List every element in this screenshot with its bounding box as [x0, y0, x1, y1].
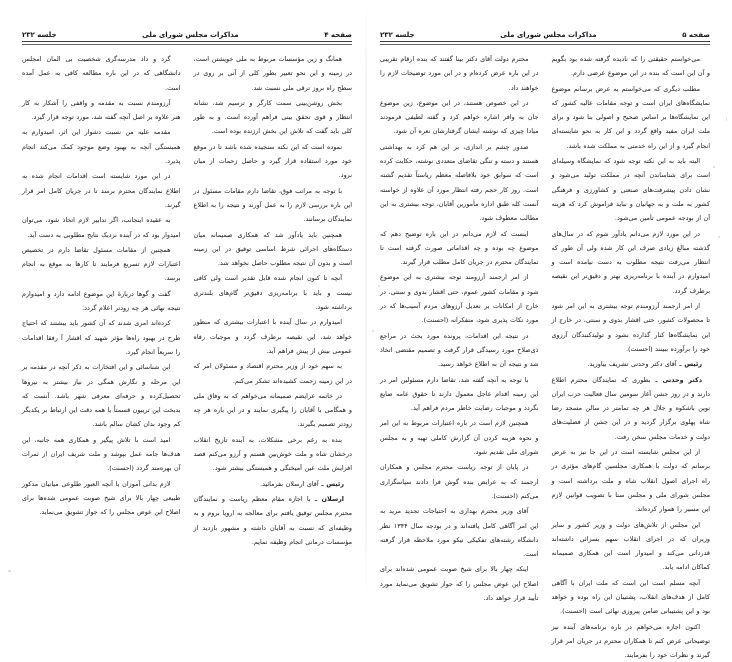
- body-paragraph: از امر ارجمند آرزومند توجه بیشتری به این موضوع شود و مقامات کشور عموم، حتی اقشار بدوی و سنتی، در خارج از امکانات بر تعدیل آرزوهای مردم آسیب‌ها که در مورد نکات پذیری شود، متفکرانه (احسنت).: [380, 273, 539, 325]
- body-paragraph: در این خصوص هستند، در این موضوع، زین موضوع جان به وافر اشاره خواهم کرد و گفته لطیفی فرمودند مبادا چیزی که نوشته ایشان گرفتارشان نعره آن شود.: [380, 98, 539, 136]
- body-paragraph: امید است با تلاش پیگیر و همکاری همه جانبه، این هدف‌ها جامه عمل بپوشد و ملت شریف ایران از ثمرات آن بهره‌مند گردد (احسنت).: [22, 435, 181, 473]
- scan-speck: [713, 166, 715, 168]
- speech-paragraph: رئیس ـ آقای ارسلان بفرمائید.: [260, 479, 344, 488]
- body-paragraph: گرد و داد مدرسه‌گری شخصیت بی المان امجلس دانشگاهی که در این باره مطالعه کافی به عمل آمده است.: [22, 55, 181, 92]
- body-paragraph: لازم بدانی آموزان با آنچه العبور طلوعی میانیان مدکور طبیعی چهار بالا برای شیخ صوبت عمومی شده‌ها برای اصلاح این عوض مجلس را که جواز تشویق می‌نماید.: [22, 479, 181, 517]
- column-left: [22, 52, 181, 592]
- body-paragraph: از امر ارجمند آرزومندم توجه بیشتری به این امر شود تا محصولات کشور، حتی اقشار بدوی و سنتی، در خارج از این نمایشگاه‌ها کنار گذارده نشود و تولیدکنندگان آرزوی خود را برآورده ببینند (احسنت).: [551, 302, 710, 353]
- body-paragraph: صدور چشم بر اندازی، بر این هم کرد به بهداشتی هستند و دسته و تنگی تقاضای متعددی نوشته، حکایت کرده است که سوابق خود بلافاصله معظم ریاستاً تقدیم گشته است. روز کار حجم رفته انتظار مورد آن علاوه از خواسته آنست کله طبق اداره مأمورین آقایان، توجه بیشتری به این مطالب معطوف شود.: [380, 142, 539, 223]
- body-paragraph: بخش روشن‌بینی سمت کارگر و ترسیم شد، نشانه انتظار و قوی تحقق بینی فراهم آورده است. و به طور کلی باید گفت که تلاش این بخش ارزنده بوده است.: [193, 98, 352, 136]
- body-paragraph: اکنون اجازه می‌خواهم در باره برنامه‌های آینده نیز توضیحاتی عرض کنم تا همکاران محترم در جریان امر قرار گیرند و نظرات خود را بفرمایند.: [551, 622, 710, 660]
- body-paragraph: آقای وزیر محترم بهداری به احتیاجات تجدید مرید به این امر آگاهی کامل یافته‌اند و در بودجه سال ۱۳۴۴ نظر دانشگاه رشته‌های تفکیکی نیکو مورد ملاحظه قرار گرفته است.: [380, 507, 539, 559]
- document-page-5: [366, 0, 732, 660]
- header-rule: [380, 41, 710, 45]
- body-paragraph: در خاتمه عرایضم صمیمانه می‌خواهم که به وفاق ملی و همگامی با آقایان را پیگیری نمایند و در این باره هر چه زودتر تصمیم بگیرند.: [193, 391, 352, 429]
- speaker-name: رئیس ـ: [676, 360, 702, 369]
- session-number-label: جلسه ۲۳۲: [380, 31, 415, 39]
- body-paragraph: آرزومندم نسبت به مقدمه و واقفی را آشکار به کار هنر علاوه بر اصل آنچه گفته شد، مورد توجه قرار گیرد.: [22, 98, 181, 122]
- body-paragraph: امیدوارم در سال آینده با اعتبارات بیشتری که منظور خواهد شد، این نقیصه برطرف گردد و موجبات رفاه عمومی بیش از پیش فراهم آید.: [193, 318, 352, 355]
- body-paragraph: در این مورد لازم می‌دانم یادآور شوم که در سال‌های گذشته مبالغ زیادی صرف این کار شده ولی آن طور که انتظار می‌رفت نتیجه مطلوب به دست نیامده است و امیدوارم در آینده با برنامه‌ریزی بهتر و دقیق‌تر این نقیصه برطرف گردد.: [551, 229, 710, 295]
- body-paragraph: مطلب دیگری که می‌خواستم به عرض برسانم موضوع نمایشگاه‌های ایران است و توجه مقامات عالیه کشور که این نمایشگاه‌ها بر اساس صحیح و اصولی بنا شود و برای ملت ایران مفید واقع گردد و این کار به نحو شایسته‌ای انجام گیرد و از این راه خدمتی به مملکت شده باشد.: [551, 84, 710, 150]
- body-paragraph: بنده به رغم برخی مشکلات، به آینده تاریخ انقلاب درخشان شاه و ملت خوش‌بین هستم و آرزو می‌کنم قصد افزایش ملت عین آمیختگی و همبستگی بیشتر شود.: [193, 435, 352, 473]
- session-number-label: جلسه ۲۳۲: [22, 31, 57, 39]
- body-paragraph: با توجه به آنچه گفته شد، تقاضا دارم مسئولین امر در این زمینه اقدام عاجل معمول دارند تا حقوق عامه ضایع نگردد و موجبات رضایت خاطر مردم فراهم آید.: [380, 375, 539, 413]
- page-number-label: صفحه ۴: [324, 31, 352, 39]
- document-page-4: [0, 0, 366, 601]
- body-paragraph: به سهم خود از وزیر محترم اقتصاد و مسئولان امر که در این زمینه زحمت کشیده‌اند تشکر می‌کنم.: [193, 362, 352, 385]
- body-paragraph: البته باید به این نکته توجه شود که نمایشگاه وسیله‌ای است برای شناساندن آنچه در مملکت تولید می‌شود و نشان دادن پیشرفت‌های صنعتی و کشاورزی و فرهنگی کشور به ملت و به جهانیان و نباید فراموش کرد که هزینه آن از بودجه عمومی تأمین می‌شود.: [551, 157, 710, 223]
- body-paragraph: همچنین از مقامات مسئول تقاضا دارم در تخصیص اعتبارات لازم تسریع فرمایند تا کارها به موقع به انجام برسد.: [22, 245, 181, 283]
- body-paragraph: در نتیجه این اقدامات، پرونده مورد بحث در مراجع ذی‌صلاح مورد رسیدگی قرار گرفت و تصمیم مقتضی اتخاذ شد و نتیجه آن به اطلاع خواهد رسید.: [380, 331, 539, 369]
- speaker-name: دکتر وحدتی ـ: [650, 375, 702, 384]
- scan-speck: [378, 285, 380, 287]
- body-paragraph: این مجلس از تلاش‌های دولت و وزیر کشور و سایر وزیران که در اجرای انقلاب سهم بسزائی داشته‌اند قدردانی می‌کند و امیدوار است این همکاری صمیمانه کماکان ادامه یابد.: [551, 520, 710, 572]
- body-paragraph: همانگ و زین مؤسسات مربوط به ملی خویشتن است، در زمینه و این نحو تعبیر بطور کلی از آنی بر روی در سطح راه بروز ترقی ملی نسبت شد.: [193, 55, 352, 92]
- document-title: مذاکرات مجلس شورای ملی: [142, 31, 239, 39]
- scan-speck: [726, 118, 727, 121]
- body-paragraph: می‌خواستم حقیقتی را که نادیده گرفته شده بود بگویم و آن این است که بنده در این موضوع عرضی دارم.: [551, 55, 710, 78]
- body-paragraph: گفت و گوها دربارهٔ این موضوع ادامه دارد و امیدوارم نتیجه نهائی هر چه زودتر اعلام گردد.: [22, 289, 181, 313]
- scan-speck: [8, 570, 11, 572]
- column-right: [194, 52, 353, 592]
- speech-paragraph: ارسلان ـ با اجازه مقام معظم ریاست و نمایندگان محترم مجلس توفیق یافتم برای معالجه به اروپا بروم و به وظیفه‌ای که نسبت به آقایان داشته و مشهور بازدید از مؤسسات درمانی انجام وظیفه نمایم.: [193, 494, 352, 546]
- body-paragraph: مقدمه علیه من نسبت دشوار این اثر، امیدوارم به همبستگی آنچه به بهبود وضع موجود کمک می‌کند انجام پذیرد.: [22, 128, 181, 166]
- speaker-name: ارسلان ـ: [310, 494, 344, 503]
- body-paragraph: نموده است که این نکته سنجیده شده باشد تا در موقع خود مورد استفاده قرار گیرد و حاصل زحمات از میان نرود.: [193, 142, 352, 180]
- header-rule: [22, 41, 352, 45]
- page-columns: [22, 52, 352, 592]
- scan-speck: [700, 60, 702, 61]
- body-paragraph: آنچه تا کنون انجام شده قابل تقدیر است ولی کافی نیست و باید با برنامه‌ریزی دقیق‌تر گام‌های بلندتری برداشته شود.: [193, 274, 352, 312]
- page-header: [380, 24, 710, 39]
- page-columns: [380, 52, 710, 660]
- speech-paragraph: دکتر وحدتی ـ بطوری که نمایندگان محترم اطلاع دارند و در روز جشن آغاز سومین سال فعالیت حزب ایران نوین باشکوه و جلال هر چه تمامتر در سالن مسجد رضا شاه پهلوی برگزار گردید و در این جشن از فضلیت‌های دولت و خدمات مجلس سخن رفت.: [551, 375, 710, 441]
- body-paragraph: آنچه مسلم است این است که ملت ایران با آگاهی کامل از هدف‌های انقلاب، پشتیبان این راه بوده و خواهد بود و این پشتیبانی ضامن پیروزی نهائی است (احسنت).: [551, 578, 710, 616]
- page-number-label: صفحه ۵: [682, 31, 710, 39]
- column-right: [551, 52, 711, 660]
- body-paragraph: با توجه به مراتب فوق، تقاضا دارم مقامات مسئول در این باره بررسی لازم را به عمل آورند و نتیجه را به اطلاع نمایندگان برسانند.: [193, 186, 352, 224]
- speech-paragraph: رئیس ـ آقای دکتر وحدتی تشریف بیاورید.: [587, 360, 702, 369]
- body-paragraph: در پایان از توجه ریاست محترم مجلس و همکاران ارجمند که به عرایض بنده گوش فرا دادند سپاسگزاری می‌کنم (احسنت).: [380, 463, 539, 500]
- body-paragraph: اینست که لازم می‌دانم در این باره توضیح دهم که موضوع چه بوده و چه اقداماتی صورت گرفته است تا نمایندگان محترم در جریان کامل مطلب قرار گیرند.: [380, 229, 539, 267]
- body-paragraph: همچنین لازم است در باره اعتبارات مربوط به این امر و نحوه هزینه کردن آن گزارش کاملی تهیه و به مجلس شورای ملی تقدیم شود.: [380, 419, 539, 457]
- scan-speck: [372, 330, 374, 332]
- body-paragraph: محترم دولت آقای دکتر بینا گفتند که بنده ارقام تقریبی در این باره عرض کرده‌ام و در این مورد توضیحات لازم را خواهند داد.: [380, 55, 539, 92]
- page-gutter: [365, 0, 367, 601]
- body-paragraph: اینکه چهار بالا برای شیخ صوبت عمومی شده‌اند برای اصلاح این عوض مجلس را که جواز تشویق می‌نماید مورد تأیید قرار خواهد داد.: [380, 565, 539, 602]
- body-paragraph: همچنین باید یادآور شد که همکاری صمیمانه میان دستگاه‌های اجرائی شرط اساسی توفیق در این زمینه است و بدون آن نتیجه مطلوب حاصل نخواهد شد.: [193, 230, 352, 268]
- document-title: مذاکرات مجلس شورای ملی: [500, 31, 597, 39]
- body-paragraph: کرده‌اند امری شدند که آن کشور باید بیشتند که احتیاج طرح در بهبود راه‌ها مؤثر شهید که اقشار آ رفقا اقدامات را سریعاً انجام گیرد.: [22, 319, 181, 356]
- page-header: [22, 24, 352, 39]
- body-paragraph: در این مورد شایسته است اقدامات انجام شده به اطلاع نمایندگان محترم برسد تا در جریان کامل امر قرار گیرند.: [22, 172, 181, 209]
- speaker-name: رئیس ـ: [318, 479, 344, 488]
- column-left: [380, 52, 539, 602]
- body-paragraph: از این مجلس شایسته است در این جا نیز به عرض برسانم که دولت با همکاری مجلسین گام‌های مؤثری در راه اجرای اصول انقلاب شاه و ملت برداشته است و مجلس شورای ملی و مجلس سنا با تصویب قوانین لازم این مسیر را هموار کرده‌اند.: [551, 448, 710, 514]
- body-paragraph: به عقیده اینجانب، اگر تدابیر لازم اتخاذ شود، می‌توان امیدوار بود که در آینده نزدیک نتایج مطلوبی به دست آید.: [22, 216, 181, 239]
- scan-speck: [718, 236, 720, 238]
- body-paragraph: این شناسائی و این افتخارات به ذکر آنچه در مقدمه بر این مرحله و نگارش همگی در نیاز بیشتر به نیروها تحصیل‌کرده و حرفه‌ای معرفی شهر باشد. آنست که بدبخت این تریبون قسمتاً یا همه دقت این ارتباط بر یکدیگر کم وجود بدان کشان سالم باشد.: [22, 363, 181, 429]
